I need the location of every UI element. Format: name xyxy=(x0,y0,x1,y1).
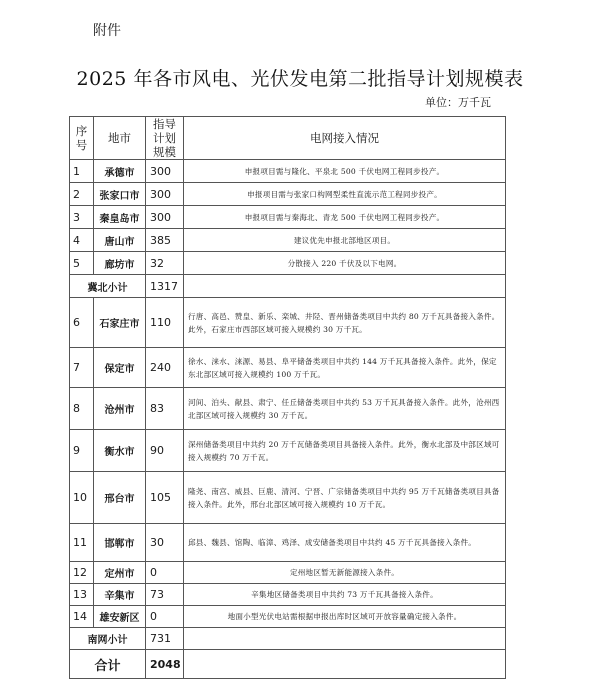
row-scale: 30 xyxy=(146,524,184,562)
subtotal-row xyxy=(70,275,506,298)
row-city: 衡水市 xyxy=(94,430,146,472)
row-city: 雄安新区 xyxy=(94,606,146,628)
row-scale: 385 xyxy=(146,229,184,252)
header-scale: 指导计划规模 xyxy=(146,117,184,160)
row-scale: 300 xyxy=(146,183,184,206)
row-city: 石家庄市 xyxy=(94,298,146,348)
table-row xyxy=(70,472,506,524)
row-city: 邯郸市 xyxy=(94,524,146,562)
row-no: 2 xyxy=(70,183,94,206)
table-row xyxy=(70,606,506,628)
header-city: 地市 xyxy=(94,117,146,160)
table-row xyxy=(70,298,506,348)
row-no: 12 xyxy=(70,562,94,584)
row-city: 邢台市 xyxy=(94,472,146,524)
page-title: 2025 年各市风电、光伏发电第二批指导计划规模表 xyxy=(76,68,524,90)
row-city: 沧州市 xyxy=(94,388,146,430)
row-grid: 地面小型光伏电站需根据申报出库时区域可开放容量确定接入条件。 xyxy=(184,606,506,628)
row-scale: 90 xyxy=(146,430,184,472)
row-no: 6 xyxy=(70,298,94,348)
row-city: 承德市 xyxy=(94,160,146,183)
subtotal-south-label: 南网小计 xyxy=(70,628,146,650)
table-row xyxy=(70,584,506,606)
subtotal-north-label: 冀北小计 xyxy=(70,275,146,298)
row-scale: 110 xyxy=(146,298,184,348)
row-city: 张家口市 xyxy=(94,183,146,206)
subtotal-north-empty xyxy=(184,275,506,298)
row-grid: 隆尧、南宫、威县、巨鹿、清河、宁晋、广宗储备类项目中共约 95 万千瓦储备类项目具备接入条件。此外，邢台北部区域可接入规模约 10 万千瓦。 xyxy=(184,472,506,524)
table-row xyxy=(70,252,506,275)
table-row xyxy=(70,430,506,472)
row-city: 辛集市 xyxy=(94,584,146,606)
row-no: 10 xyxy=(70,472,94,524)
row-scale: 300 xyxy=(146,160,184,183)
header-grid: 电网接入情况 xyxy=(184,117,506,160)
row-city: 定州市 xyxy=(94,562,146,584)
row-scale: 300 xyxy=(146,206,184,229)
row-grid: 徐水、涞水、涞源、易县、阜平储备类项目中共约 144 万千瓦具备接入条件。此外，保定东北部区域可接入规模约 100 万千瓦。 xyxy=(184,348,506,388)
row-scale: 0 xyxy=(146,606,184,628)
row-city: 保定市 xyxy=(94,348,146,388)
table-row xyxy=(70,562,506,584)
row-no: 13 xyxy=(70,584,94,606)
row-grid: 申报项目需与张家口构网型柔性直流示范工程同步投产。 xyxy=(184,183,506,206)
total-label: 合计 xyxy=(70,650,146,679)
row-scale: 0 xyxy=(146,562,184,584)
row-no: 14 xyxy=(70,606,94,628)
table-row xyxy=(70,229,506,252)
row-no: 3 xyxy=(70,206,94,229)
row-no: 5 xyxy=(70,252,94,275)
table-row xyxy=(70,524,506,562)
row-scale: 105 xyxy=(146,472,184,524)
row-city: 秦皇岛市 xyxy=(94,206,146,229)
row-scale: 83 xyxy=(146,388,184,430)
row-scale: 73 xyxy=(146,584,184,606)
row-grid: 申报项目需与隆化、平泉北 500 千伏电网工程同步投产。 xyxy=(184,160,506,183)
row-no: 1 xyxy=(70,160,94,183)
subtotal-south-empty xyxy=(184,628,506,650)
row-grid: 辛集地区储备类项目中共约 73 万千瓦具备接入条件。 xyxy=(184,584,506,606)
table-row xyxy=(70,348,506,388)
table-row xyxy=(70,388,506,430)
row-city: 廊坊市 xyxy=(94,252,146,275)
total-empty xyxy=(184,650,506,679)
row-grid: 申报项目需与秦海北、青龙 500 千伏电网工程同步投产。 xyxy=(184,206,506,229)
row-grid: 定州地区暂无新能源接入条件。 xyxy=(184,562,506,584)
row-no: 11 xyxy=(70,524,94,562)
row-grid: 深州储备类项目中共约 20 万千瓦储备类项目具备接入条件。此外，衡水北部及中部区域可接入规模约 70 万千瓦。 xyxy=(184,430,506,472)
row-grid: 行唐、高邑、赞皇、新乐、栾城、井陉、晋州储备类项目中共约 80 万千瓦具备接入条件。此外，石家庄市西部区域可接入规模约 30 万千瓦。 xyxy=(184,298,506,348)
row-grid: 建议优先申报北部地区项目。 xyxy=(184,229,506,252)
row-scale: 32 xyxy=(146,252,184,275)
row-no: 7 xyxy=(70,348,94,388)
row-no: 8 xyxy=(70,388,94,430)
row-grid: 分散接入 220 千伏及以下电网。 xyxy=(184,252,506,275)
subtotal-south-value: 731 xyxy=(146,628,184,650)
table-row xyxy=(70,206,506,229)
row-no: 9 xyxy=(70,430,94,472)
row-grid: 邱县、魏县、馆陶、临漳、鸡泽、成安储备类项目中共约 45 万千瓦具备接入条件。 xyxy=(184,524,506,562)
table-row xyxy=(70,183,506,206)
table-row xyxy=(70,160,506,183)
row-no: 4 xyxy=(70,229,94,252)
total-row xyxy=(70,650,506,679)
plan-table xyxy=(69,116,506,679)
attachment-label: 附件 xyxy=(93,23,121,39)
subtotal-row xyxy=(70,628,506,650)
subtotal-north-value: 1317 xyxy=(146,275,184,298)
row-grid: 河间、泊头、献县、肃宁、任丘储备类项目中共约 53 万千瓦具备接入条件。此外，沧州西北部区域可接入规模约 30 万千瓦。 xyxy=(184,388,506,430)
total-value: 2048 xyxy=(146,650,184,679)
row-scale: 240 xyxy=(146,348,184,388)
row-city: 唐山市 xyxy=(94,229,146,252)
unit-label: 单位：万千瓦 xyxy=(425,96,491,109)
header-no: 序号 xyxy=(70,117,94,160)
